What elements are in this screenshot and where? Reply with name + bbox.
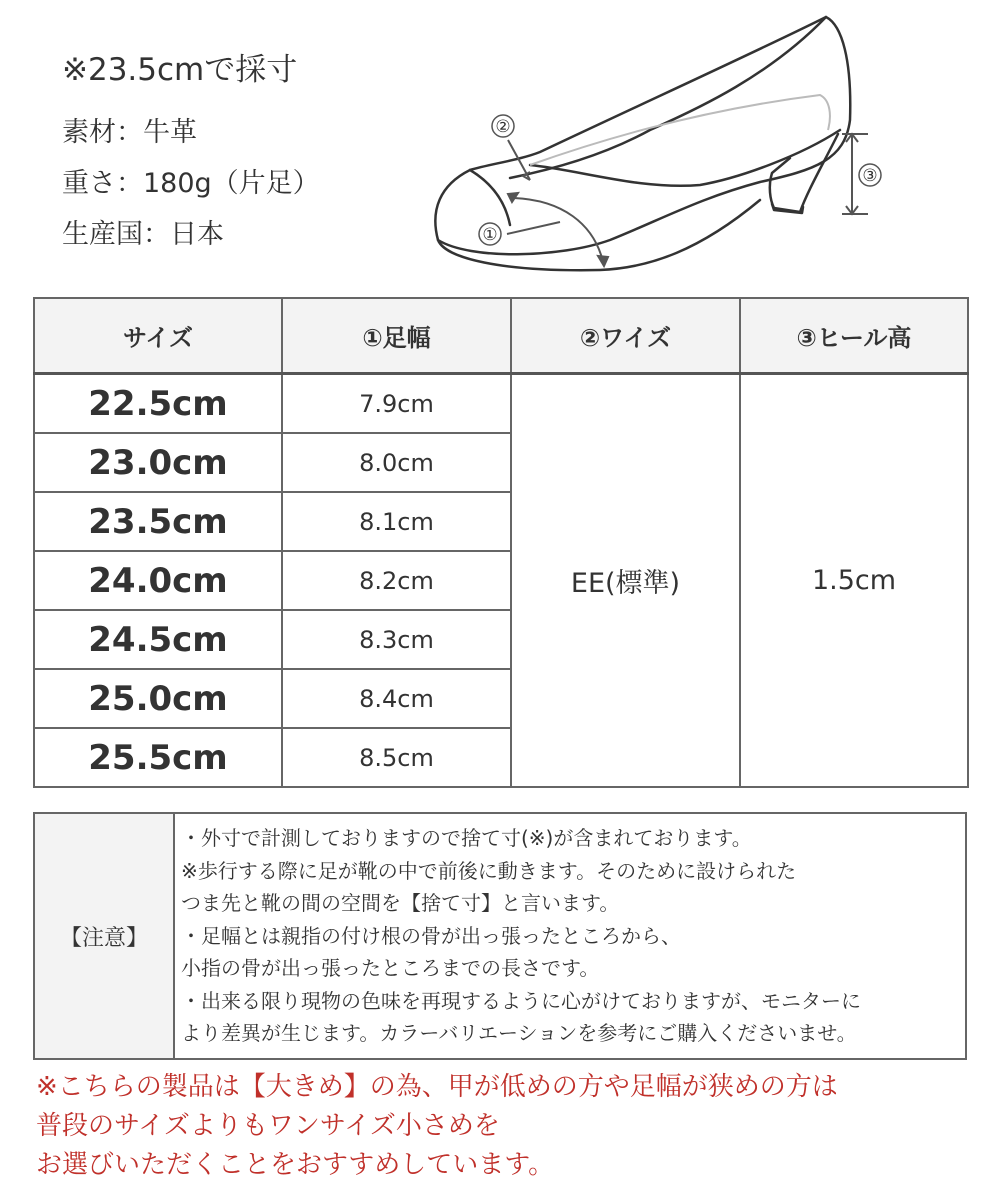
origin-text: 生産国：日本 <box>62 219 224 250</box>
foot-width-cell: 8.4cm <box>282 669 511 728</box>
size-cell: 22.5cm <box>34 374 282 434</box>
pump-shoe-illustration <box>420 10 900 285</box>
size-cell: 25.5cm <box>34 728 282 787</box>
note-line: ・出来る限り現物の色味を再現するように心がけておりますが、モニターに <box>181 988 861 1013</box>
size-cell: 25.0cm <box>34 669 282 728</box>
heel-height-cell: 1.5cm <box>740 374 968 788</box>
marker-3: ③ <box>862 166 878 186</box>
size-table <box>33 297 969 788</box>
marker-1: ① <box>482 225 498 245</box>
foot-width-cell: 8.1cm <box>282 492 511 551</box>
wise-cell: EE(標準) <box>511 374 740 788</box>
foot-width-cell: 7.9cm <box>282 374 511 434</box>
header-size: サイズ <box>34 298 282 374</box>
size-cell: 24.5cm <box>34 610 282 669</box>
warning-line: 普段のサイズよりもワンサイズ小さめを <box>36 1111 500 1141</box>
header-wise: ②ワイズ <box>511 298 740 374</box>
note-line: ・足幅とは親指の付け根の骨が出っ張ったところから、 <box>181 923 681 948</box>
size-cell: 23.0cm <box>34 433 282 492</box>
header-foot-width: ①足幅 <box>282 298 511 374</box>
note-label: 【注意】 <box>34 813 174 1059</box>
warning-line: お選びいただくことをおすすめしています。 <box>36 1150 555 1180</box>
size-cell: 23.5cm <box>34 492 282 551</box>
note-line: ※歩行する際に足が靴の中で前後に動きます。そのために設けられた <box>181 858 797 883</box>
header-heel-height: ③ヒール高 <box>740 298 968 374</box>
note-line: 小指の骨が出っ張ったところまでの長さです。 <box>181 956 600 981</box>
size-table-header <box>34 298 968 374</box>
warning-line: ※こちらの製品は【大きめ】の為、甲が低めの方や足幅が狭めの方は <box>36 1072 838 1102</box>
size-cell: 24.0cm <box>34 551 282 610</box>
weight-text: 重さ：180g（片足） <box>62 168 320 199</box>
foot-width-cell: 8.5cm <box>282 728 511 787</box>
note-body <box>174 813 966 1059</box>
foot-width-cell: 8.2cm <box>282 551 511 610</box>
size-warning <box>36 1068 838 1185</box>
note-line: ・外寸で計測しておりますので捨て寸(※)が含まれております。 <box>181 826 752 851</box>
note-line: より差異が生じます。カラーバリエーションを参考にご購入くださいませ。 <box>181 1021 857 1046</box>
marker-2: ② <box>495 117 511 137</box>
measure-caption: ※23.5cmで採寸 <box>62 52 298 88</box>
note-line: つま先と靴の間の空間を【捨て寸】と言います。 <box>181 891 620 916</box>
note-box <box>33 812 967 1060</box>
foot-width-cell: 8.0cm <box>282 433 511 492</box>
table-row <box>34 374 968 434</box>
foot-width-cell: 8.3cm <box>282 610 511 669</box>
material-text: 素材：牛革 <box>62 117 197 148</box>
